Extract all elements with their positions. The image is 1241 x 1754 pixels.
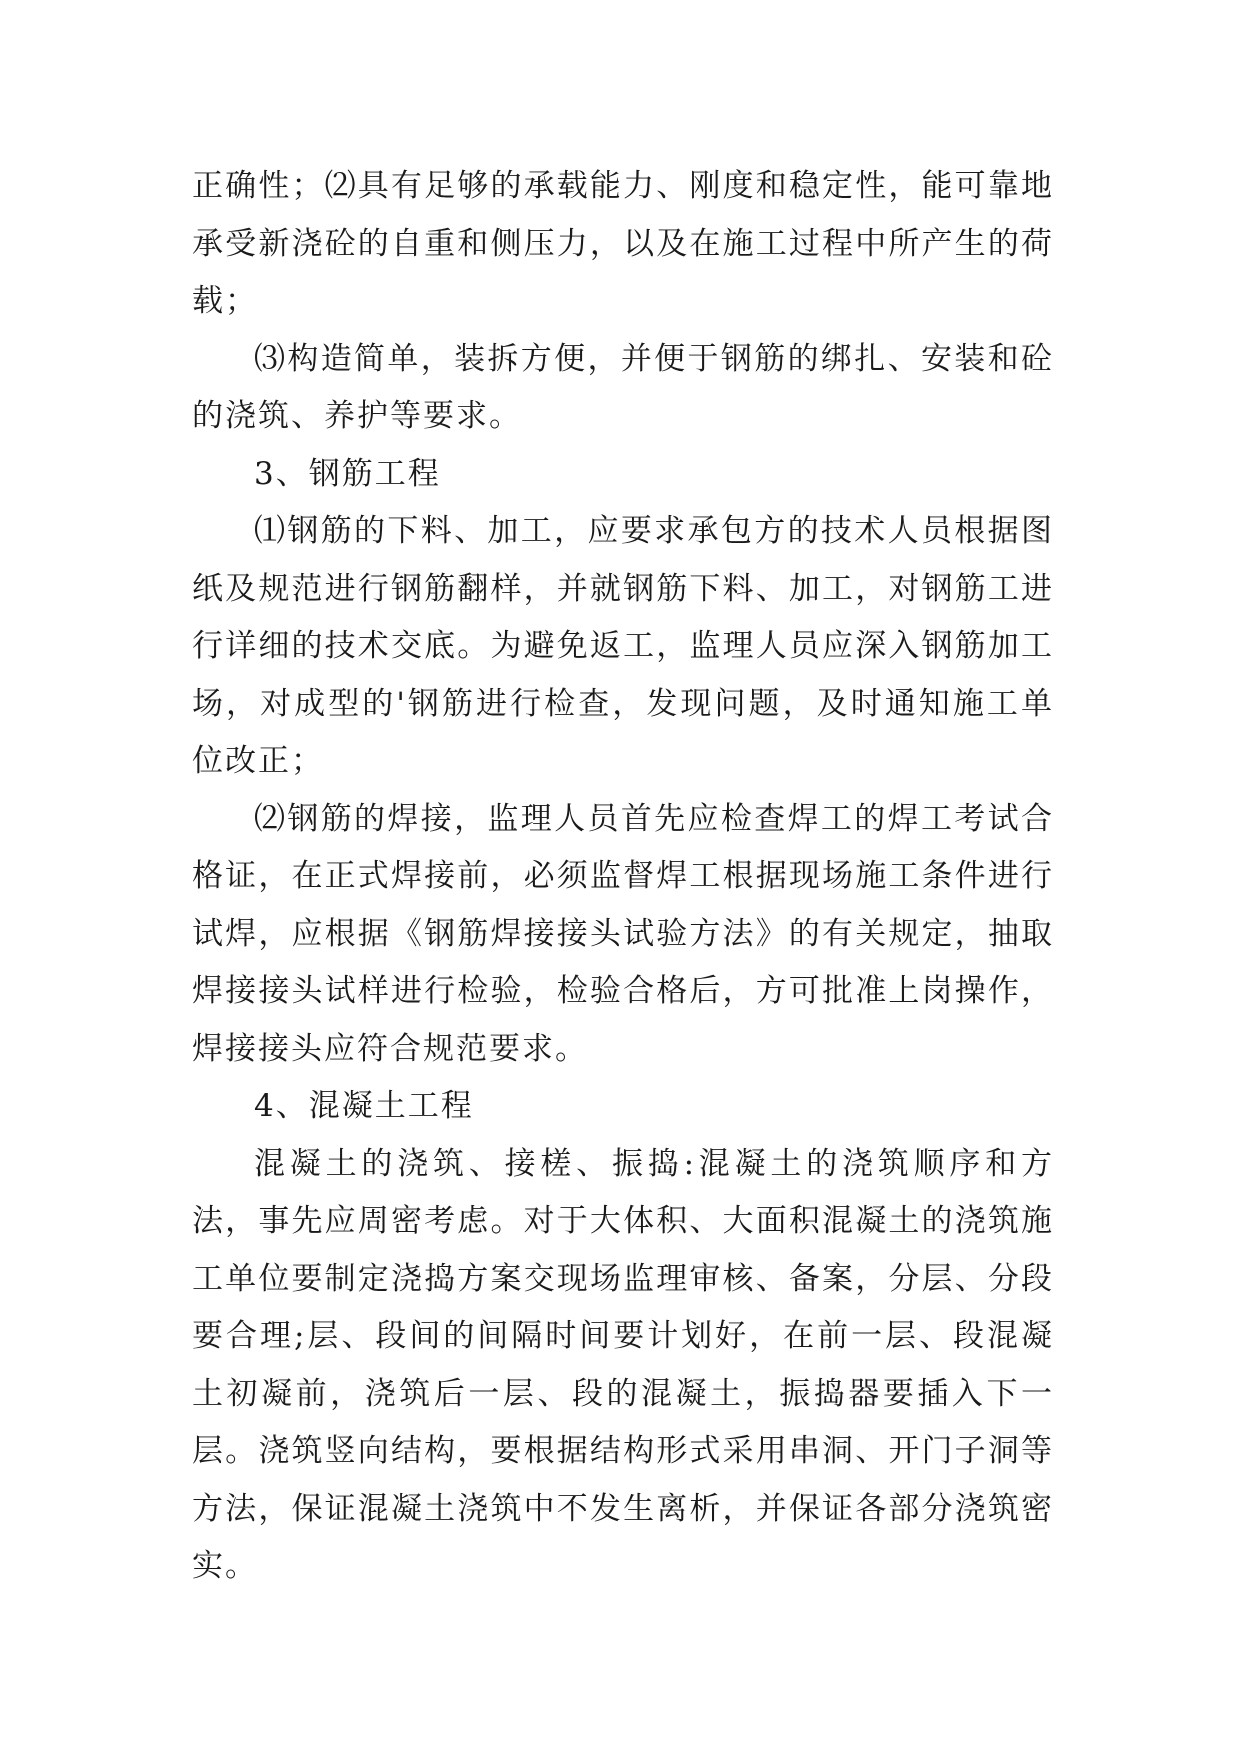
paragraph-formwork-requirements: 正确性；⑵具有足够的承载能力、刚度和稳定性，能可靠地承受新浇砼的自重和侧压力，以及在施工过程中所产生的荷载； bbox=[192, 168, 1054, 319]
section-heading-rebar: 3、钢筋工程 bbox=[254, 455, 441, 492]
section-heading-concrete: 4、混凝土工程 bbox=[254, 1088, 474, 1124]
document-body bbox=[192, 158, 1054, 1596]
paragraph-concrete-pouring: 混凝土的浇筑、接槎、振捣:混凝土的浇筑顺序和方法，事先应周密考虑。对于大体积、大面积混凝土的浇筑施工单位要制定浇捣方案交现场监理审核、备案，分层、分段要合理;层、段间的间隔时间要计划好，在前一层、段混凝土初凝前，浇筑后一层、段的混凝土，振捣器要插入下一层。浇筑竖向结构，要根据结构形式采用串洞、开门子洞等方法，保证混凝土浇筑中不发生离析，并保证各部分浇筑密实。 bbox=[192, 1145, 1054, 1584]
paragraph-formwork-structure: ⑶构造简单，装拆方便，并便于钢筋的绑扎、安装和砼的浇筑、养护等要求。 bbox=[192, 340, 1054, 434]
paragraph-rebar-processing: ⑴钢筋的下料、加工，应要求承包方的技术人员根据图纸及规范进行钢筋翻样，并就钢筋下料、加工，对钢筋工进行详细的技术交底。为避免返工，监理人员应深入钢筋加工场，对成型的'钢筋进行检查，发现问题，及时通知施工单位改正； bbox=[192, 513, 1054, 779]
paragraph-rebar-welding: ⑵钢筋的焊接，监理人员首先应检查焊工的焊工考试合格证，在正式焊接前，必须监督焊工根据现场施工条件进行试焊，应根据《钢筋焊接接头试验方法》的有关规定，抽取焊接接头试样进行检验，检验合格后，方可批准上岗操作，焊接接头应符合规范要求。 bbox=[192, 800, 1054, 1067]
